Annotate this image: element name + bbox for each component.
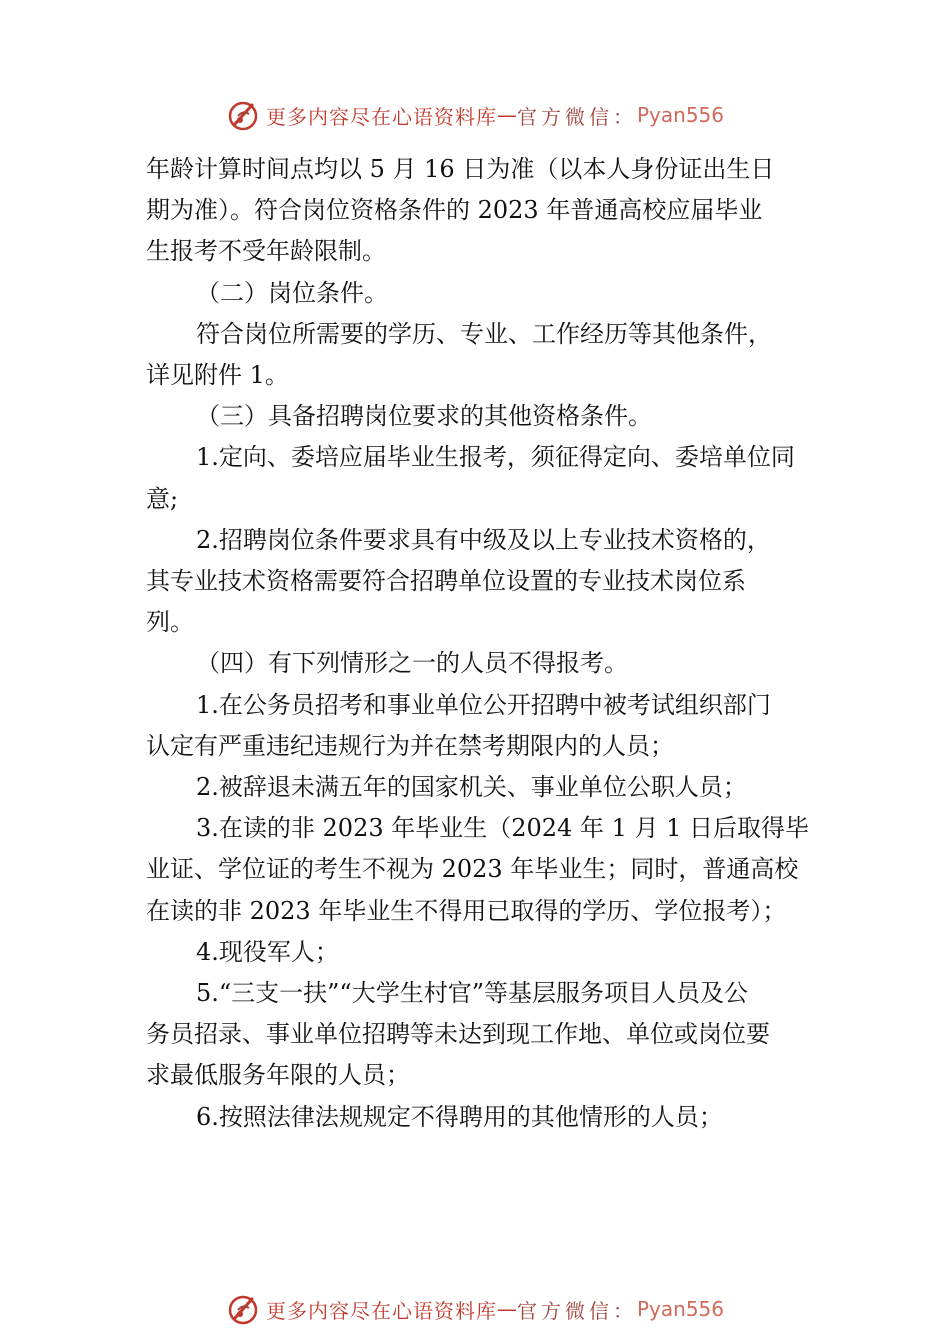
brush-seal-icon <box>226 1292 260 1326</box>
watermark-header <box>0 95 950 135</box>
text-line: 列。 <box>146 608 194 637</box>
text-line: 2.招聘岗位条件要求具有中级及以上专业技术资格的， <box>196 525 771 554</box>
brush-seal-icon <box>226 98 260 132</box>
text-line: 年龄计算时间点均以 5 月 16 日为准（以本人身份证出生日 <box>146 155 775 183</box>
text-line: 认定有严重违纪违规行为并在禁考期限内的人员； <box>146 731 674 760</box>
text-line: 业证、学位证的考生不视为 2023 年毕业生；同时，普通高校 <box>146 855 799 884</box>
watermark-text: 更多内容尽在心语资料库 <box>265 104 497 129</box>
watermark-footer <box>0 1289 950 1329</box>
text-line: （二）岗位条件。 <box>196 278 388 307</box>
watermark-wechat-id: Pyan556 <box>636 103 724 127</box>
text-line: 详见附件 1。 <box>146 361 289 390</box>
watermark-dash: — <box>496 103 517 127</box>
text-line: 1.在公务员招考和事业单位公开招聘中被考试组织部门 <box>196 690 771 719</box>
watermark-dash: — <box>496 1297 517 1321</box>
document-body <box>146 149 836 1138</box>
text-line: 务员招录、事业单位招聘等未达到现工作地、单位或岗位要 <box>146 1020 770 1049</box>
text-line: 符合岗位所需要的学历、专业、工作经历等其他条件， <box>196 319 772 348</box>
watermark-wechat-id: Pyan556 <box>636 1297 724 1321</box>
text-line: （四）有下列情形之一的人员不得报考。 <box>196 649 628 678</box>
text-line: 4.现役军人； <box>196 937 339 966</box>
text-line: 6.按照法律法规规定不得聘用的其他情形的人员； <box>196 1102 723 1131</box>
text-line: 生报考不受年龄限制。 <box>146 237 386 266</box>
text-line: 5.“三支一扶”“大学生村官”等基层服务项目人员及公 <box>196 979 748 1008</box>
text-line: 其专业技术资格需要符合招聘单位设置的专业技术岗位系 <box>146 567 746 596</box>
text-line: （三）具备招聘岗位要求的其他资格条件。 <box>196 402 652 431</box>
text-line: 2.被辞退未满五年的国家机关、事业单位公职人员； <box>196 773 747 802</box>
text-line: 求最低服务年限的人员； <box>146 1061 410 1090</box>
watermark-label: 官方微信： <box>516 1298 637 1323</box>
text-line: 意; <box>146 484 179 513</box>
text-line: 3.在读的非 2023 年毕业生（2024 年 1 月 1 日后取得毕 <box>196 814 809 843</box>
watermark-text: 更多内容尽在心语资料库 <box>265 1298 497 1323</box>
text-line: 1.定向、委培应届毕业生报考，须征得定向、委培单位同 <box>196 443 795 472</box>
watermark-label: 官方微信： <box>516 104 637 129</box>
text-line: 期为准）。符合岗位资格条件的 2023 年普通高校应届毕业 <box>146 196 763 225</box>
text-line: 在读的非 2023 年毕业生不得用已取得的学历、学位报考）； <box>146 896 787 925</box>
